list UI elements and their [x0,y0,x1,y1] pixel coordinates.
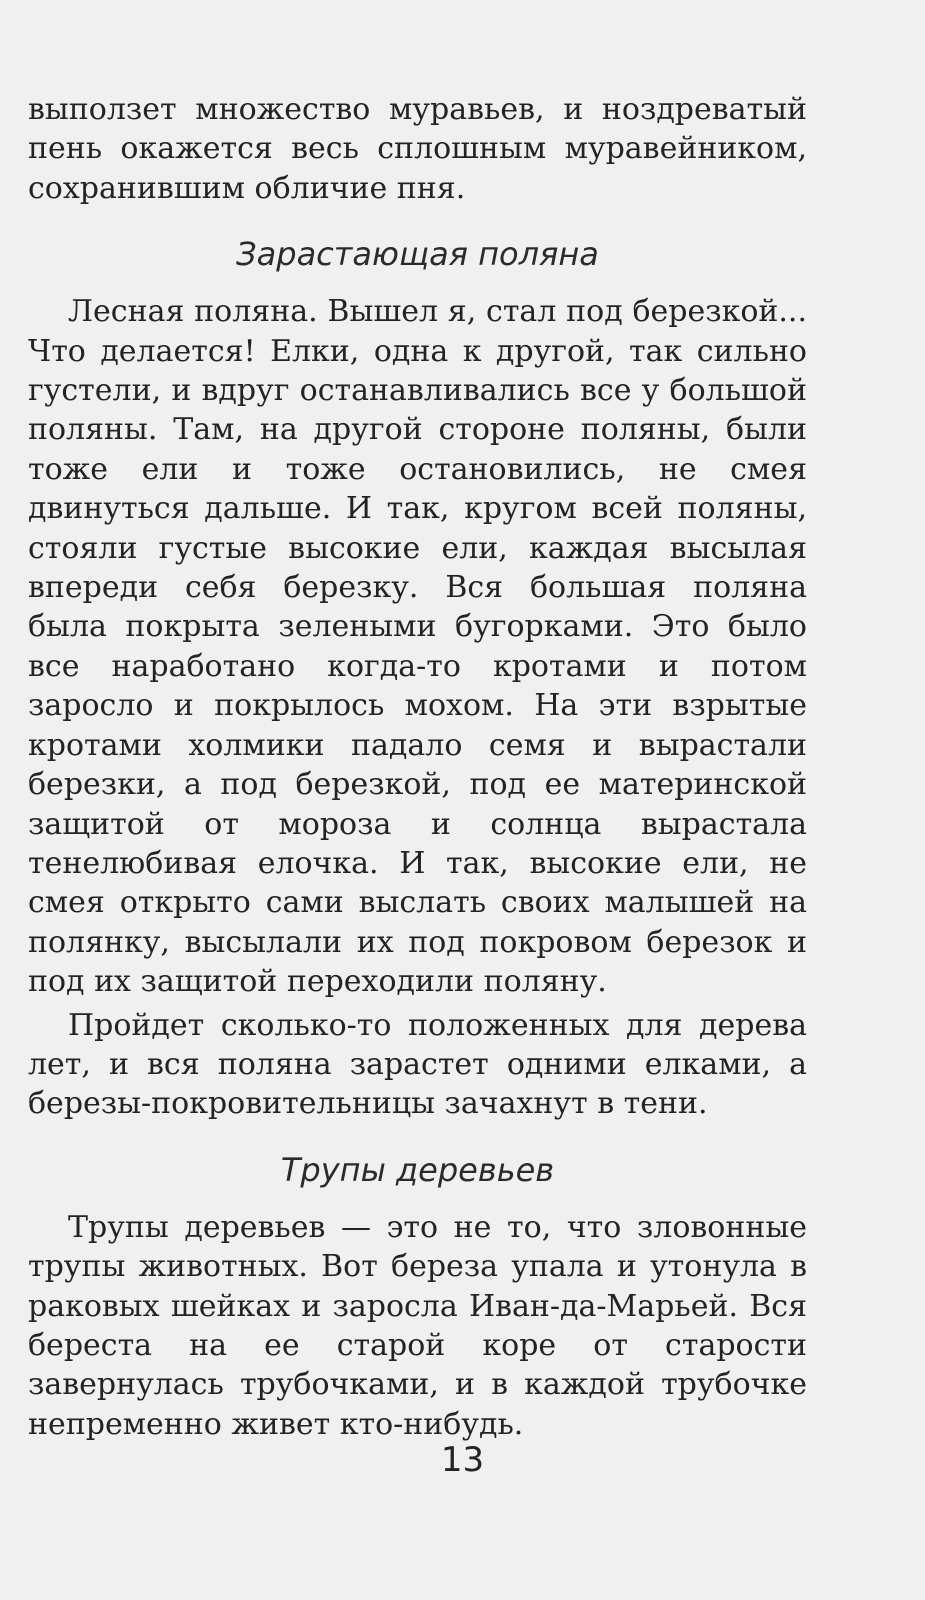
paragraph: Трупы деревьев — это не то, что зловонные трупы животных. Вот береза упала и утонула в раковых шейках и заросла Иван-да-Марьей. Вся береста на ее старой коре от старости завернулась трубочками, и в каждой трубочке непременно живет кто-нибудь. [28,1209,807,1442]
section-title-overgrowing-glade: Зарастающая поляна [236,235,599,274]
text-line: пень окажется весь сплошным муравейником, [28,131,807,167]
paragraph: Пройдет сколько-то положенных для дерева лет, и вся поляна зарастет одними елками, а березы-покровительницы зачахнут в тени. [28,1007,807,1122]
section-title-tree-corpses: Трупы деревьев [280,1150,555,1189]
paragraph: Лесная поляна. Вышел я, стал под березкой... Что делается! Елки, одна к другой, так сильно густели, и вдруг останавливались все у большой поляны. Там, на другой стороне поляны, были тоже ели и тоже остановились, не смея двинуться дальше. И так, кругом всей поляны, стояли густые высокие ели, каждая высылая впереди себя березку. Вся большая поляна была покрыта зелеными бугорками. Это было все наработано когда-то кротами и потом заросло и покрылось мохом. На эти взрытые кротами холмики падало семя и вырастали березки, а под березкой, под ее материнской защитой от мороза и солнца вырастала тенелюбивая елочка. И так, высокие ели, не смея открыто сами выслать своих малышей на полянку, высылали их под покровом березок и под их защитой переходили поляну. [28,294,807,1000]
continuation-text [28,90,807,208]
text-line: выползет множество муравьев, и ноздреватый [28,92,807,127]
page-number: 13 [440,1440,485,1480]
text-line: сохранившим обличие пня. [28,170,466,206]
